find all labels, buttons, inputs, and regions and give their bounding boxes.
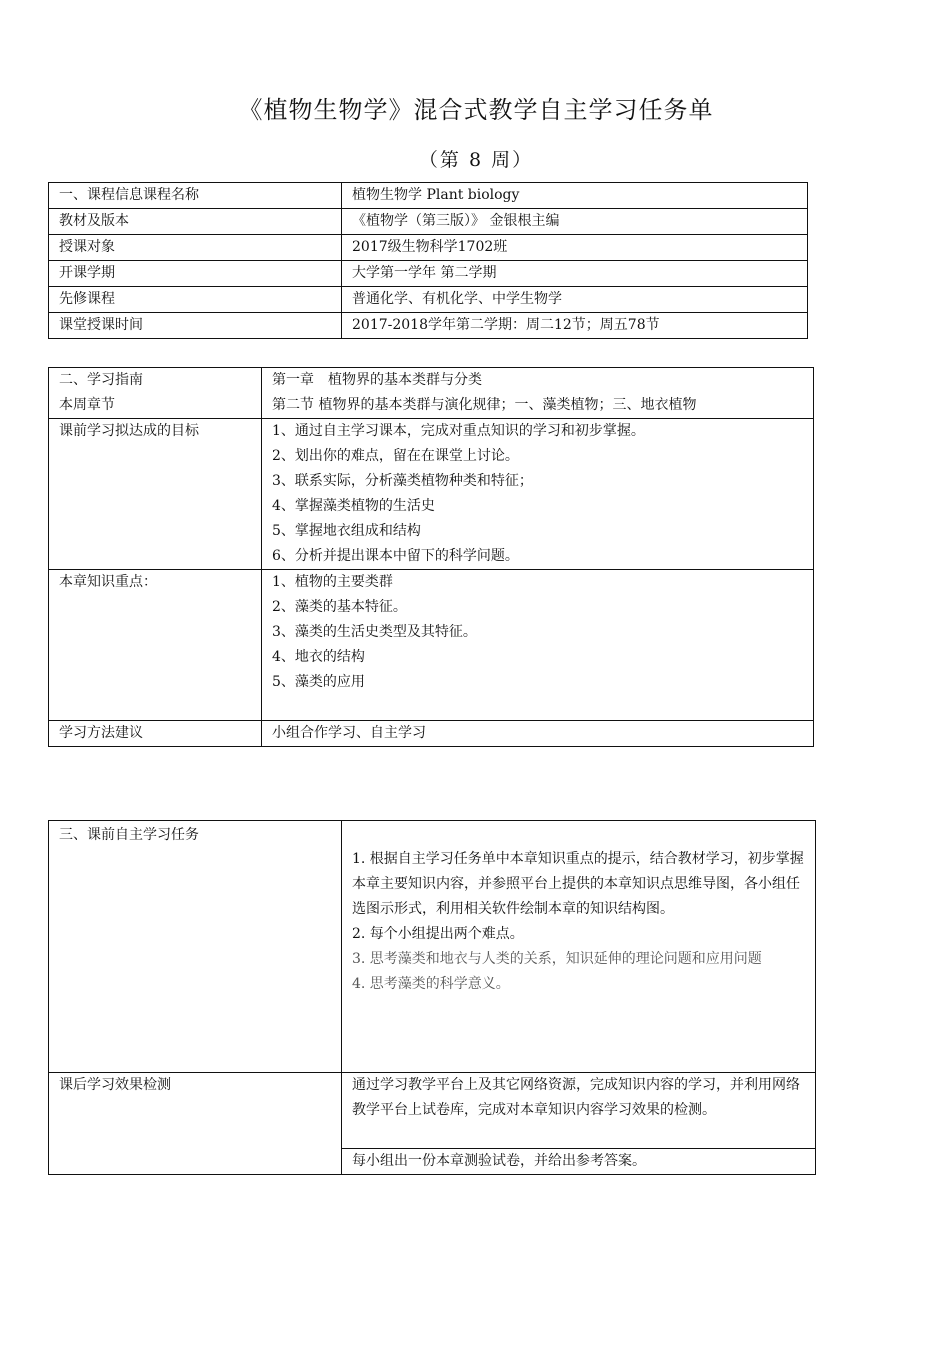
check-test-paper: 每小组出一份本章测验试卷，并给出参考答案。 — [342, 1149, 816, 1175]
list-item: 1、通过自主学习课本，完成对重点知识的学习和初步掌握。 — [272, 423, 645, 439]
table-row — [49, 183, 808, 209]
check-description: 通过学习教学平台上及其它网络资源，完成知识内容的学习，并利用网络教学平台上试卷库，完成对本章知识内容学习效果的检测。 — [342, 1073, 816, 1149]
table-row — [49, 1073, 816, 1149]
audience-value: 2017级生物科学1702班 — [342, 235, 808, 261]
key-points-list — [262, 570, 814, 721]
class-time-label: 课堂授课时间 — [49, 313, 342, 339]
list-item: 5、掌握地衣组成和结构 — [272, 523, 421, 539]
section-title: 第二节 植物界的基本类群与演化规律；一、藻类植物；三、地衣植物 — [272, 397, 697, 413]
prerequisite-value: 普通化学、有机化学、中学生物学 — [342, 287, 808, 313]
table-row — [49, 261, 808, 287]
list-item: 3、联系实际，分析藻类植物种类和特征； — [272, 473, 533, 489]
semester-value: 大学第一学年 第二学期 — [342, 261, 808, 287]
table-row — [49, 821, 816, 1073]
list-item: 4、地衣的结构 — [272, 649, 365, 665]
guide-header-label: 二、学习指南 — [59, 372, 143, 388]
list-item: 2、藻类的基本特征。 — [272, 599, 407, 615]
table-row — [49, 287, 808, 313]
learning-guide-table — [48, 367, 814, 747]
table-row — [49, 209, 808, 235]
table-row — [49, 721, 814, 747]
course-name-label: 一、课程信息课程名称 — [49, 183, 342, 209]
course-name-value: 植物生物学 Plant biology — [342, 183, 808, 209]
course-info-table — [48, 182, 808, 339]
tasks-list — [342, 821, 816, 1073]
table-row — [49, 570, 814, 721]
goals-list — [262, 419, 814, 570]
audience-label: 授课对象 — [49, 235, 342, 261]
textbook-label: 教材及版本 — [49, 209, 342, 235]
tasks-table — [48, 820, 816, 1175]
week-chapter-label: 本周章节 — [59, 397, 115, 413]
list-item: 4. 思考藻类的科学意义。 — [352, 976, 510, 992]
list-item: 1. 根据自主学习任务单中本章知识重点的提示，结合教材学习，初步掌握本章主要知识内容，并参照平台上提供的本章知识点思维导图，各小组任选图示形式，利用相关软件绘制本章的知识结构图。 — [352, 851, 804, 917]
key-points-label: 本章知识重点： — [49, 570, 262, 721]
tasks-label: 三、课前自主学习任务 — [49, 821, 342, 1073]
list-item: 3、藻类的生活史类型及其特征。 — [272, 624, 477, 640]
chapter-title: 第一章 植物界的基本类群与分类 — [272, 372, 482, 388]
table-row — [49, 419, 814, 570]
textbook-value: 《植物学（第三版）》 金银根主编 — [342, 209, 808, 235]
check-label: 课后学习效果检测 — [49, 1073, 342, 1175]
list-item: 2. 每个小组提出两个难点。 — [352, 926, 524, 942]
table-row — [49, 368, 814, 419]
list-item: 3. 思考藻类和地衣与人类的关系，知识延伸的理论问题和应用问题 — [352, 951, 762, 967]
prerequisite-label: 先修课程 — [49, 287, 342, 313]
method-value: 小组合作学习、自主学习 — [262, 721, 814, 747]
goals-label: 课前学习拟达成的目标 — [49, 419, 262, 570]
class-time-value: 2017-2018学年第二学期：周二12节；周五78节 — [342, 313, 808, 339]
list-item: 6、分析并提出课本中留下的科学问题。 — [272, 548, 519, 564]
document-title: 《植物生物学》混合式教学自主学习任务单 — [238, 96, 714, 124]
list-item: 1、植物的主要类群 — [272, 574, 393, 590]
semester-label: 开课学期 — [49, 261, 342, 287]
table-row — [49, 235, 808, 261]
list-item: 2、划出你的难点，留在在课堂上讨论。 — [272, 448, 519, 464]
week-subtitle: （第 8 周） — [418, 149, 534, 171]
table-row — [49, 313, 808, 339]
list-item: 5、藻类的应用 — [272, 674, 365, 690]
method-label: 学习方法建议 — [49, 721, 262, 747]
list-item: 4、掌握藻类植物的生活史 — [272, 498, 435, 514]
